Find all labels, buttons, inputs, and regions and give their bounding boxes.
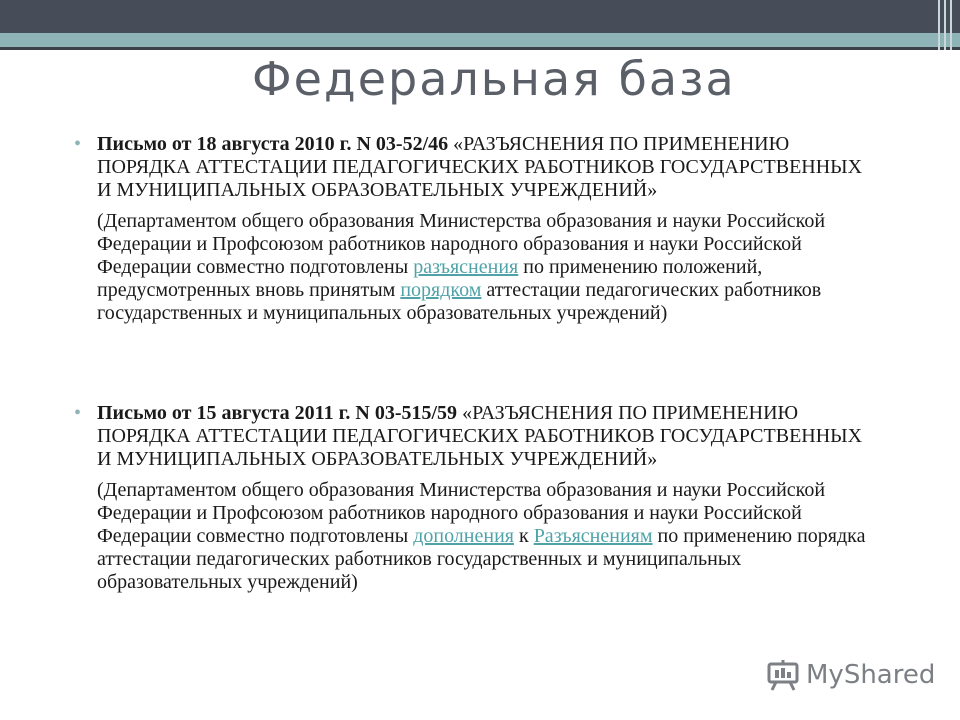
bullet-dot: •: [74, 133, 82, 155]
watermark: [766, 654, 935, 696]
bullet-description: [97, 210, 874, 325]
description-text: к: [513, 525, 534, 547]
link-poryadok[interactable]: порядком: [400, 279, 482, 301]
description-text: по применению порядка аттестации педагогических работников государственных и муниципальных образовательных учреждений): [97, 525, 866, 593]
bullet-heading: [97, 133, 874, 202]
letter-reference: Письмо от 18 августа 2010 г. N 03-52/46: [97, 133, 449, 155]
link-razyasneniya[interactable]: разъяснения: [413, 256, 519, 278]
letter-title: «РАЗЪЯСНЕНИЯ ПО ПРИМЕНЕНИЮ ПОРЯДКА АТТЕСТАЦИИ ПЕДАГОГИЧЕСКИХ РАБОТНИКОВ ГОСУДАРСТВЕННЫХ И МУНИЦИПАЛЬНЫХ ОБРАЗОВАТЕЛЬНЫХ УЧРЕЖДЕНИЙ»: [97, 402, 863, 470]
description-text: по применению положений, предусмотренных вновь принятым: [97, 256, 763, 301]
description-text: (Департаментом общего образования Министерства образования и науки Российской Федерации и Профсоюзом работников народного образования и науки Российской Федерации совместно подготовлены: [97, 479, 826, 547]
link-dopolneniya[interactable]: дополнения: [413, 525, 514, 547]
watermark-text: MyShared: [806, 660, 936, 690]
dark-stripe: [0, 47, 960, 50]
bullet-item-2: [74, 402, 874, 594]
bullet-description: [97, 479, 874, 594]
bullet-dot: •: [74, 402, 82, 424]
top-bar: [0, 0, 960, 33]
presentation-icon: [766, 658, 800, 692]
bullet-item-1: [74, 133, 874, 325]
corner-decoration: [924, 0, 960, 50]
letter-reference: Письмо от 15 августа 2011 г. N 03-515/59: [97, 402, 458, 424]
link-razyasneniyam[interactable]: Разъяснениям: [533, 525, 653, 547]
description-text: (Департаментом общего образования Министерства образования и науки Российской Федерации и Профсоюзом работников народного образования и науки Российской Федерации совместно подготовлены: [97, 210, 826, 278]
slide-title: Федеральная база: [252, 52, 736, 106]
bullet-heading: [97, 402, 874, 471]
accent-stripe: [0, 33, 960, 47]
letter-title: «РАЗЪЯСНЕНИЯ ПО ПРИМЕНЕНИЮ ПОРЯДКА АТТЕСТАЦИИ ПЕДАГОГИЧЕСКИХ РАБОТНИКОВ ГОСУДАРСТВЕННЫХ И МУНИЦИПАЛЬНЫХ ОБРАЗОВАТЕЛЬНЫХ УЧРЕЖДЕНИЙ»: [97, 133, 863, 201]
description-text: аттестации педагогических работников государственных и муниципальных образовательных учреждений): [97, 279, 822, 324]
